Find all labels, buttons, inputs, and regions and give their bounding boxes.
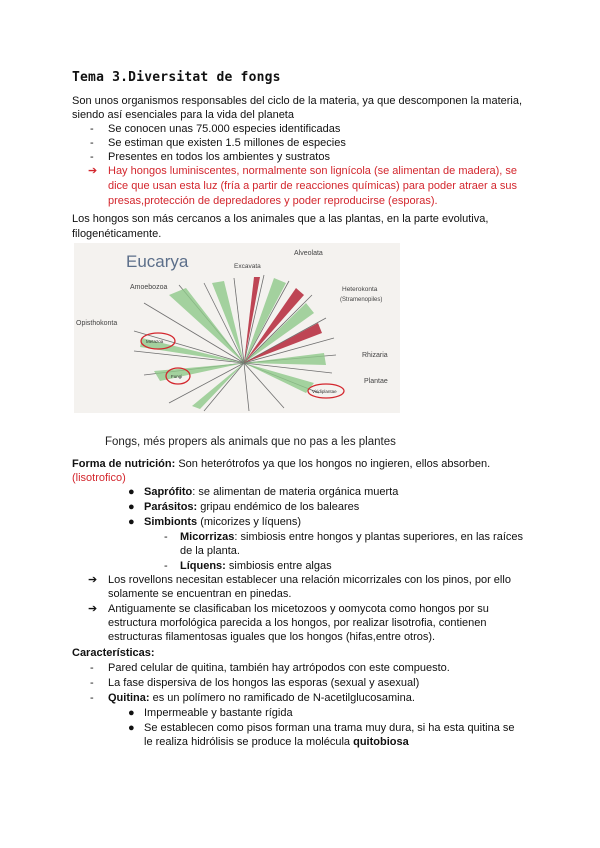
circled-taxon: Viridiplantae (312, 389, 337, 394)
type-rest: : se alimentan de materia orgánica muerta (192, 486, 399, 498)
dash-item: Se conocen unas 75.000 especies identificadas (108, 123, 341, 135)
quitobiosa-term: quitobiosa (353, 736, 409, 748)
group-label: (Stramenopiles) (340, 297, 383, 303)
nutrition-text: Son heterótrofos ya que los hongos no ingieren, ellos absorben. (175, 458, 491, 470)
dash-marker: - (90, 151, 94, 163)
arrow-line: Antiguamente se clasificaban los micetozoos y oomycota como hongos por su (108, 603, 489, 615)
type-item (144, 500, 359, 514)
type-bold: Simbionts (144, 516, 198, 528)
group-label: Alveolata (294, 250, 323, 257)
intro-line-1: Son unos organismos responsables del ciclo de la materia, ya que descomponen la materia, (72, 95, 523, 107)
nutrition-line (72, 457, 490, 471)
dash-marker: - (90, 662, 94, 674)
quitina-sub-item: Impermeable y bastante rígida (144, 707, 293, 719)
quitina-line (108, 691, 415, 705)
characteristic-item: Pared celular de quitina, también hay artrópodos con este compuesto. (108, 662, 450, 674)
quitina-text: es un polímero no ramificado de N-acetilglucosamina. (149, 692, 415, 704)
characteristics-heading: Características: (72, 647, 155, 659)
type-item (144, 515, 301, 529)
group-label: Heterokonta (342, 286, 378, 293)
arrow-marker-icon: ➔ (88, 603, 98, 615)
arrow-marker-icon: ➔ (88, 574, 98, 586)
group-label: Opisthokonta (76, 320, 118, 327)
subtype-item (180, 530, 523, 544)
circled-taxon: Fungi (171, 374, 183, 379)
type-rest: (micorizes y líquens) (197, 516, 302, 528)
subtype-rest: simbiosis entre algas (225, 560, 332, 572)
evolution-line-2: filogenéticamente. (72, 228, 162, 240)
type-bold: Parásitos: (144, 501, 198, 513)
quitina-label: Quitina: (108, 692, 150, 704)
subtype-bold: Micorrizas (180, 531, 235, 543)
dash-item: Se estiman que existen 1.5 millones de especies (108, 137, 346, 149)
bullet-dot: ● (128, 501, 135, 513)
dash-marker: - (90, 692, 94, 704)
dash-marker: - (90, 137, 94, 149)
subtype-bold: Líquens: (180, 560, 226, 572)
bullet-dot: ● (128, 516, 135, 528)
group-label: Excavata (234, 263, 261, 270)
group-label: Plantae (364, 378, 388, 385)
dash-marker: - (164, 560, 168, 572)
characteristic-item: La fase dispersiva de los hongos las esporas (sexual y asexual) (108, 677, 420, 689)
red-arrow-line: dice que usan esta luz (fría a partir de reacciones químicas) para poder atraer a sus (108, 180, 518, 192)
arrow-line: estructuras filamentosas iguales que los hongos (hifas,entre otros). (108, 631, 436, 643)
type-item (144, 485, 398, 499)
quitina-sub-text: le realiza hidrólisis se produce la molécula (144, 736, 354, 748)
figure-caption: Fongs, més propers als animals que no pas a les plantes (105, 436, 396, 448)
group-label: Rhizaria (362, 352, 388, 359)
type-rest: gripau endémico de los baleares (197, 501, 360, 513)
subtype-continuation: de la planta. (180, 545, 240, 557)
red-arrow-line: Hay hongos luminiscentes, normalmente son lignícola (se alimentan de madera), se (108, 165, 518, 177)
evolution-line-1: Los hongos son más cercanos a los animales que a las plantas, en la parte evolutiva, (72, 213, 489, 225)
subtype-rest: : simbiosis entre hongos y plantas superiores, en las raíces (234, 531, 524, 543)
bullet-dot: ● (128, 722, 135, 734)
arrow-line: Los rovellons necesitan establecer una relación micorrizales con los pinos, por ello (108, 574, 511, 586)
circled-taxon: Metazoa (146, 339, 164, 344)
nutrition-note: (lisotrofico) (72, 472, 126, 484)
red-arrow-line: presas,protección de depredadores y poder reproducirse (esporas). (108, 195, 438, 207)
nutrition-label: Forma de nutrición: (72, 458, 176, 470)
page-title: Tema 3.Diversitat de fongs (72, 70, 281, 85)
arrow-line: solamente se encuentran en pinedas. (108, 588, 292, 600)
intro-line-2: siendo así esenciales para la vida del planeta (72, 109, 294, 121)
eucarya-tree-drawing (74, 243, 400, 413)
dash-marker: - (164, 531, 168, 543)
group-label: Amoebozoa (130, 284, 168, 291)
dash-marker: - (90, 677, 94, 689)
bullet-dot: ● (128, 707, 135, 719)
dash-item: Presentes en todos los ambientes y sustratos (108, 151, 330, 163)
arrow-line: estructura morfológica parecida a los hongos, por realizar lisotrofia, contienen (108, 617, 487, 629)
eucarya-tree-image (74, 243, 400, 413)
dash-marker: - (90, 123, 94, 135)
quitina-sub-item: Se establecen como pisos forman una trama muy dura, si ha esta quitina se (144, 722, 515, 734)
subtype-item (180, 559, 332, 573)
bullet-dot: ● (128, 486, 135, 498)
figure-title: Eucarya (126, 252, 189, 271)
quitina-sub-continuation (144, 735, 409, 749)
arrow-marker-icon: ➔ (88, 165, 98, 177)
type-bold: Saprófito (144, 486, 193, 498)
